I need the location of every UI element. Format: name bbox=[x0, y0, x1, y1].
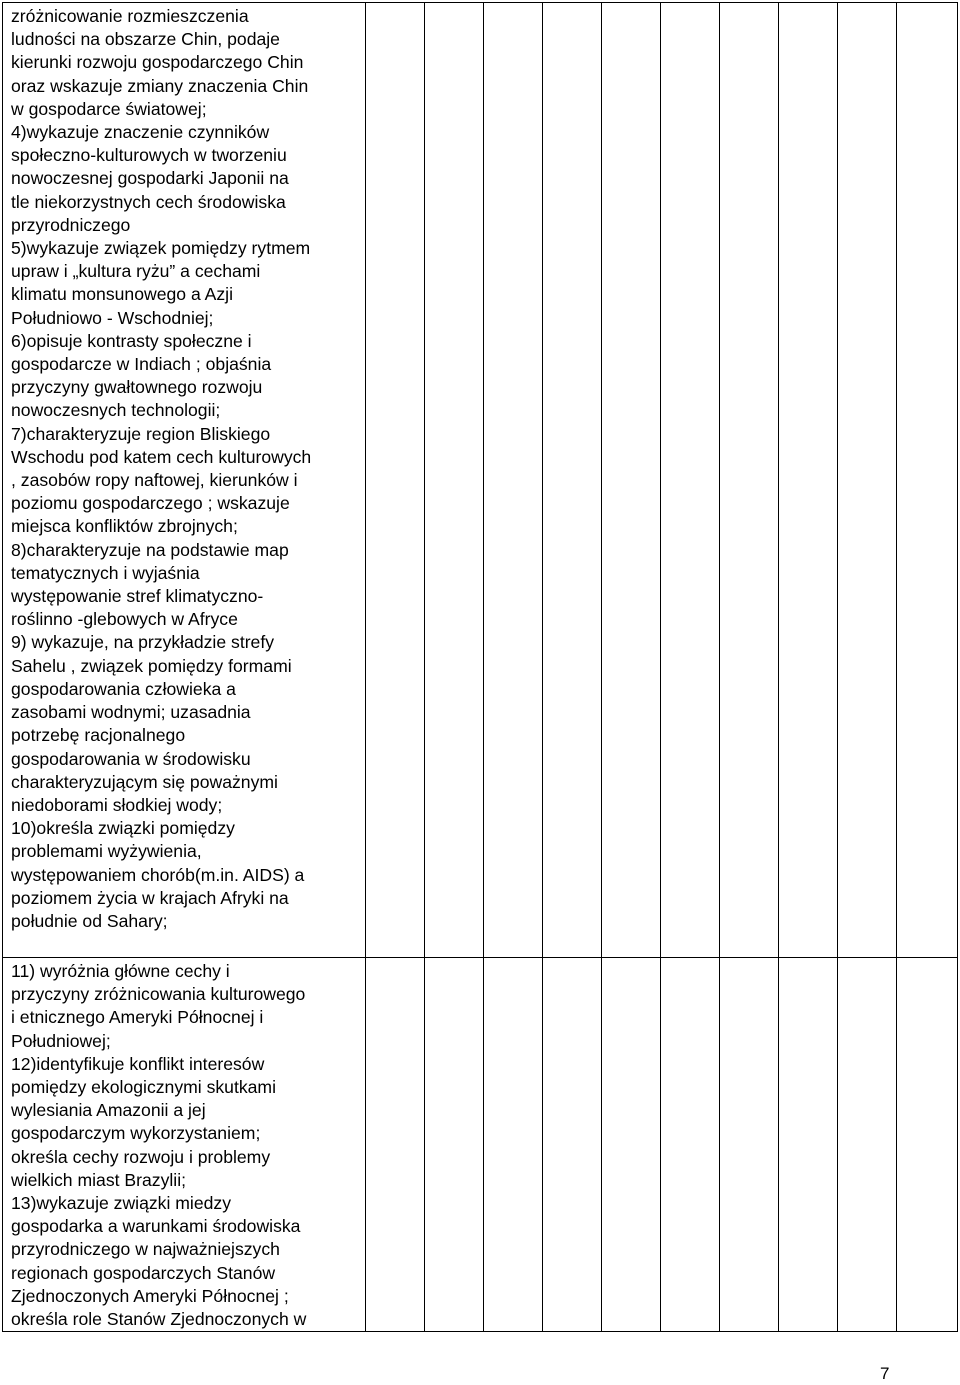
description-line: 11) wyróżnia główne cechy i bbox=[11, 961, 230, 981]
empty-cell bbox=[779, 958, 838, 1332]
description-line: wielkich miast Brazylii; bbox=[11, 1169, 186, 1190]
description-line: niedoborami słodkiej wody; bbox=[11, 794, 223, 815]
empty-cell bbox=[838, 3, 897, 958]
empty-cell bbox=[897, 3, 958, 958]
description-line: 4)wykazuje znaczenie czynników bbox=[11, 122, 270, 143]
description-cell bbox=[3, 3, 366, 958]
description-line: południe od Sahary; bbox=[11, 910, 168, 931]
description-line: Zjednoczonych Ameryki Północnej ; bbox=[11, 1285, 289, 1306]
description-line: 12)identyfikuje konflikt interesów bbox=[11, 1053, 265, 1074]
description-line: upraw i „kultura ryżu” a cechami bbox=[11, 261, 261, 282]
description-line: nowoczesnych technologii; bbox=[11, 400, 221, 421]
description-line: klimatu monsunowego a Azji bbox=[11, 284, 233, 305]
empty-cell bbox=[720, 958, 779, 1332]
description-line: 13)wykazuje związki miedzy bbox=[11, 1193, 231, 1214]
empty-cell bbox=[425, 3, 484, 958]
description-line: oraz wskazuje zmiany znaczenia Chin bbox=[11, 75, 309, 96]
description-line: potrzebę racjonalnego bbox=[11, 725, 186, 746]
description-line: przyrodniczego bbox=[11, 214, 131, 235]
description-line: określa cechy rozwoju i problemy bbox=[11, 1146, 271, 1167]
description-line: 10)określa związki pomiędzy bbox=[11, 818, 235, 839]
description-line: 5)wykazuje związek pomiędzy rytmem bbox=[11, 238, 311, 259]
description-text bbox=[3, 958, 365, 1331]
table-row bbox=[3, 958, 958, 1332]
page-number: 7 bbox=[880, 1364, 890, 1383]
description-line: określa role Stanów Zjednoczonych w bbox=[11, 1309, 307, 1330]
description-line: przyczyny zróżnicowania kulturowego bbox=[11, 984, 306, 1005]
empty-cell bbox=[897, 958, 958, 1332]
description-line: gospodarcze w Indiach ; objaśnia bbox=[11, 354, 272, 375]
empty-cell bbox=[543, 3, 602, 958]
description-line: występowanie stref klimatyczno- bbox=[11, 586, 264, 607]
description-line: przyczyny gwałtownego rozwoju bbox=[11, 377, 263, 398]
description-line: tematycznych i wyjaśnia bbox=[11, 562, 200, 583]
description-line: charakteryzującym się poważnymi bbox=[11, 771, 278, 792]
description-line: wylesiania Amazonii a jej bbox=[11, 1100, 206, 1121]
description-line: 6)opisuje kontrasty społeczne i bbox=[11, 330, 252, 351]
description-line: Południowo - Wschodniej; bbox=[11, 307, 214, 328]
description-line: występowaniem chorób(m.in. AIDS) a bbox=[11, 864, 305, 885]
table-row bbox=[3, 3, 958, 958]
description-line: gospodarowania człowieka a bbox=[11, 678, 236, 699]
description-line: poziomem życia w krajach Afryki na bbox=[11, 887, 289, 908]
description-line: zasobami wodnymi; uzasadnia bbox=[11, 702, 251, 723]
description-line: problemami wyżywienia, bbox=[11, 841, 202, 862]
description-line: , zasobów ropy naftowej, kierunków i bbox=[11, 470, 298, 491]
description-line: gospodarka a warunkami środowiska bbox=[11, 1216, 301, 1237]
description-line: Wschodu pod katem cech kulturowych bbox=[11, 446, 312, 467]
empty-cell bbox=[543, 958, 602, 1332]
description-line: gospodarowania w środowisku bbox=[11, 748, 251, 769]
table-body bbox=[3, 3, 958, 1332]
empty-cell bbox=[838, 958, 897, 1332]
description-line: ludności na obszarze Chin, podaje bbox=[11, 29, 280, 50]
description-line: w gospodarce światowej; bbox=[11, 98, 207, 119]
empty-cell bbox=[484, 3, 543, 958]
empty-cell bbox=[425, 958, 484, 1332]
description-text bbox=[3, 3, 365, 933]
empty-cell bbox=[720, 3, 779, 958]
description-line: przyrodniczego w najważniejszych bbox=[11, 1239, 280, 1260]
description-line: społeczno-kulturowych w tworzeniu bbox=[11, 145, 287, 166]
curriculum-table bbox=[2, 2, 958, 1332]
description-line: kierunki rozwoju gospodarczego Chin bbox=[11, 52, 304, 73]
description-line: poziomu gospodarczego ; wskazuje bbox=[11, 493, 290, 514]
empty-cell bbox=[366, 958, 425, 1332]
description-line: i etnicznego Ameryki Północnej i bbox=[11, 1007, 264, 1028]
empty-cell bbox=[366, 3, 425, 958]
description-line: Sahelu , związek pomiędzy formami bbox=[11, 655, 292, 676]
description-line: miejsca konfliktów zbrojnych; bbox=[11, 516, 238, 537]
description-line: zróżnicowanie rozmieszczenia bbox=[11, 6, 249, 26]
empty-cell bbox=[779, 3, 838, 958]
empty-cell bbox=[661, 958, 720, 1332]
description-line: tle niekorzystnych cech środowiska bbox=[11, 191, 286, 212]
empty-cell bbox=[602, 958, 661, 1332]
description-line: gospodarczym wykorzystaniem; bbox=[11, 1123, 261, 1144]
empty-cell bbox=[661, 3, 720, 958]
description-line: nowoczesnej gospodarki Japonii na bbox=[11, 168, 289, 189]
description-cell bbox=[3, 958, 366, 1332]
description-line: 7)charakteryzuje region Bliskiego bbox=[11, 423, 271, 444]
description-line: pomiędzy ekologicznymi skutkami bbox=[11, 1077, 276, 1098]
description-line: 8)charakteryzuje na podstawie map bbox=[11, 539, 289, 560]
description-line: Południowej; bbox=[11, 1030, 111, 1051]
description-line: 9) wykazuje, na przykładzie strefy bbox=[11, 632, 275, 653]
empty-cell bbox=[484, 958, 543, 1332]
empty-cell bbox=[602, 3, 661, 958]
description-line: regionach gospodarczych Stanów bbox=[11, 1262, 276, 1283]
description-line: roślinno -glebowych w Afryce bbox=[11, 609, 238, 630]
